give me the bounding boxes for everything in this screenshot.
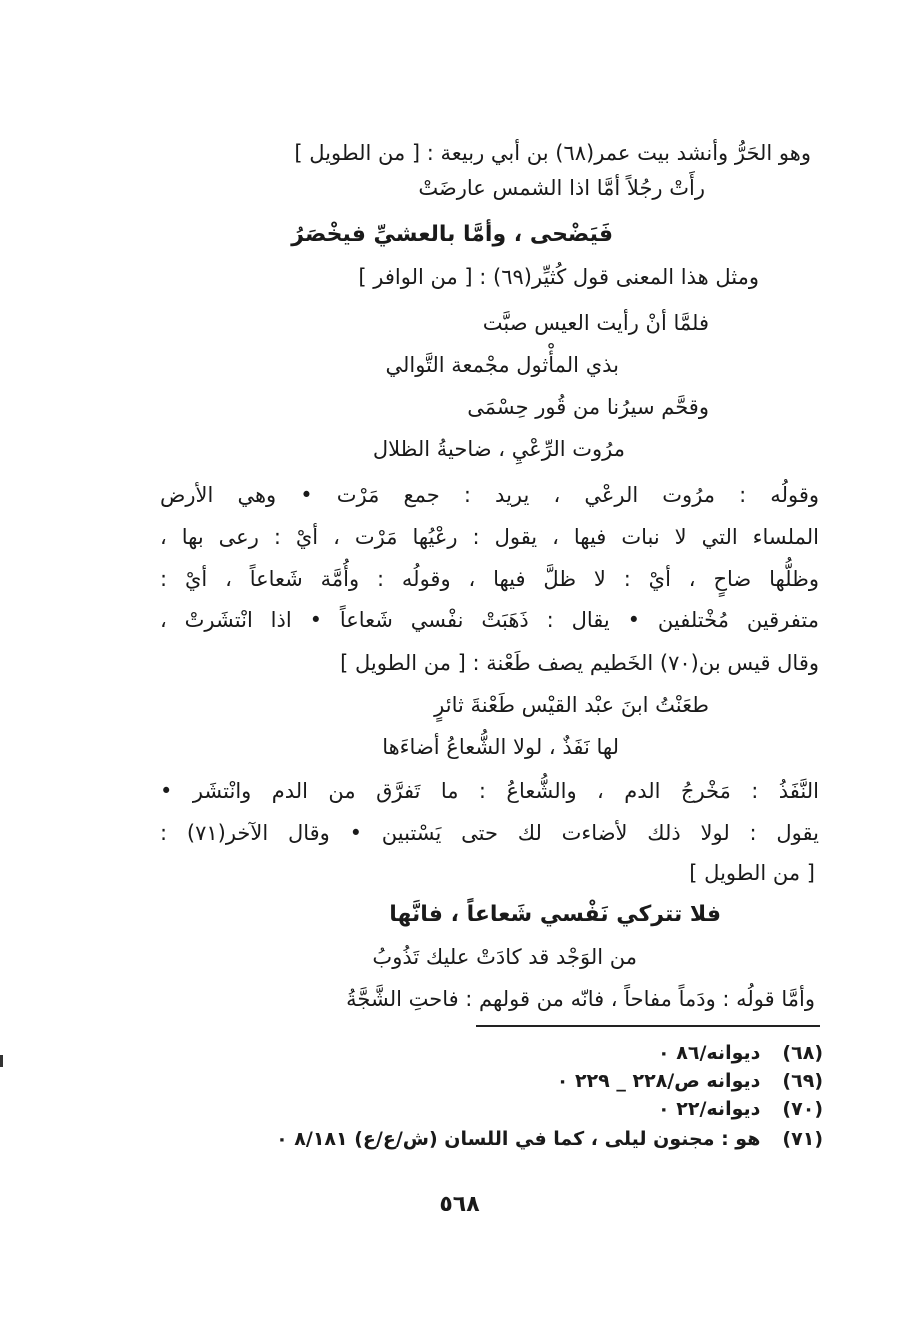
- footnote-number: (٧١): [782, 1128, 823, 1150]
- footnote-68: [658, 1040, 823, 1066]
- text-line-9: وقولُه : مرُوت الرعْي ، يريد : جمع مَرْت • وهي الأرض: [160, 483, 819, 507]
- verse-line-15: لها نَفَذٌ ، لولا الشُّعاعُ أضاءَها: [382, 735, 619, 759]
- verse-line-3: فَيَضْحى ، وأمَّا بالعشيِّ فيخْصَرُ: [291, 222, 613, 247]
- text-line-21: وأمَّا قولُه : ودَماً مفاحاً ، فانّه من قولهم : فاحتِ الشَّجَّةُ: [346, 987, 815, 1011]
- verse-line-14: طعَنْتُ ابنَ عبْد القيْس طَعْنةَ ثائرٍ: [434, 693, 709, 717]
- footnote-text: ديوانه/٨٦ ٠: [658, 1042, 761, 1064]
- text-line-11: وظلُّها ضاحٍ ، أيْ : لا ظلَّ فيها ، وقولُه : وأُمَّة شَعاعاً ، أيْ :: [160, 567, 819, 591]
- footnote-70: [658, 1096, 823, 1122]
- verse-line-7: وقحَّم سيرُنا من قُور حِسْمَى: [467, 395, 709, 419]
- verse-line-20: من الوَجْد قد كادَتْ عليك تَذُوبُ: [372, 945, 637, 969]
- text-line-17: يقول : لولا ذلك لأضاءت لك حتى يَسْتبين • وقال الآخر(٧١) :: [160, 821, 819, 845]
- footnote-divider: [476, 1025, 820, 1027]
- verse-line-5: فلمَّا أنْ رأيت العيس صبَّت: [482, 311, 709, 335]
- scan-edge-mark: [0, 1055, 3, 1067]
- text-line-1: وهو الحَرُّ وأنشد بيت عمر(٦٨) بن أبي ربيعة : [ من الطويل ]: [294, 141, 811, 165]
- footnote-number: (٦٨): [782, 1042, 823, 1064]
- text-line-10: الملساء التي لا نبات فيها ، يقول : رعْيُها مَرْت ، أيْ : رعى بها ،: [160, 525, 819, 549]
- verse-line-6: بذي المأْثول مجْمعة التَّوالي: [385, 353, 619, 377]
- text-line-18: [ من الطويل ]: [689, 861, 815, 885]
- footnote-text: ديوانه ص/٢٢٨ _ ٢٢٩ ٠: [556, 1070, 761, 1092]
- verse-line-2: رأَتْ رجُلاً أمَّا اذا الشمس عارضَتْ: [418, 176, 705, 200]
- footnote-text: هو : مجنون ليلى ، كما في اللسان (ش/ع/ع) ٨/١٨١ ٠: [276, 1128, 761, 1150]
- text-line-12: متفرقين مُخْتلفين • يقال : ذَهَبَتْ نفْسي شَعاعاً • اذا انْتشَرتْ ،: [160, 608, 819, 632]
- footnote-text: ديوانه/٢٢ ٠: [658, 1098, 761, 1120]
- verse-line-19: فلا تتركي نَفْسي شَعاعاً ، فانَّها: [389, 902, 721, 927]
- text-line-16: النَّفَذُ : مَخْرجُ الدم ، والشُّعاعُ : ما تَفرَّق من الدم وانْتشَر •: [160, 779, 819, 803]
- footnote-number: (٦٩): [782, 1070, 823, 1092]
- verse-line-8: مرُوت الرِّعْيِ ، ضاحيةُ الظلال: [372, 437, 625, 461]
- text-line-13: وقال قيس بن(٧٠) الخَطيم يصف طَعْنة : [ من الطويل ]: [340, 651, 819, 675]
- text-line-4: ومثل هذا المعنى قول كُثيِّر(٦٩) : [ من الوافر ]: [358, 265, 759, 289]
- footnote-71: [276, 1126, 823, 1152]
- footnote-69: [557, 1068, 823, 1094]
- footnote-number: (٧٠): [782, 1098, 823, 1120]
- page-number: ٥٦٨: [439, 1192, 480, 1217]
